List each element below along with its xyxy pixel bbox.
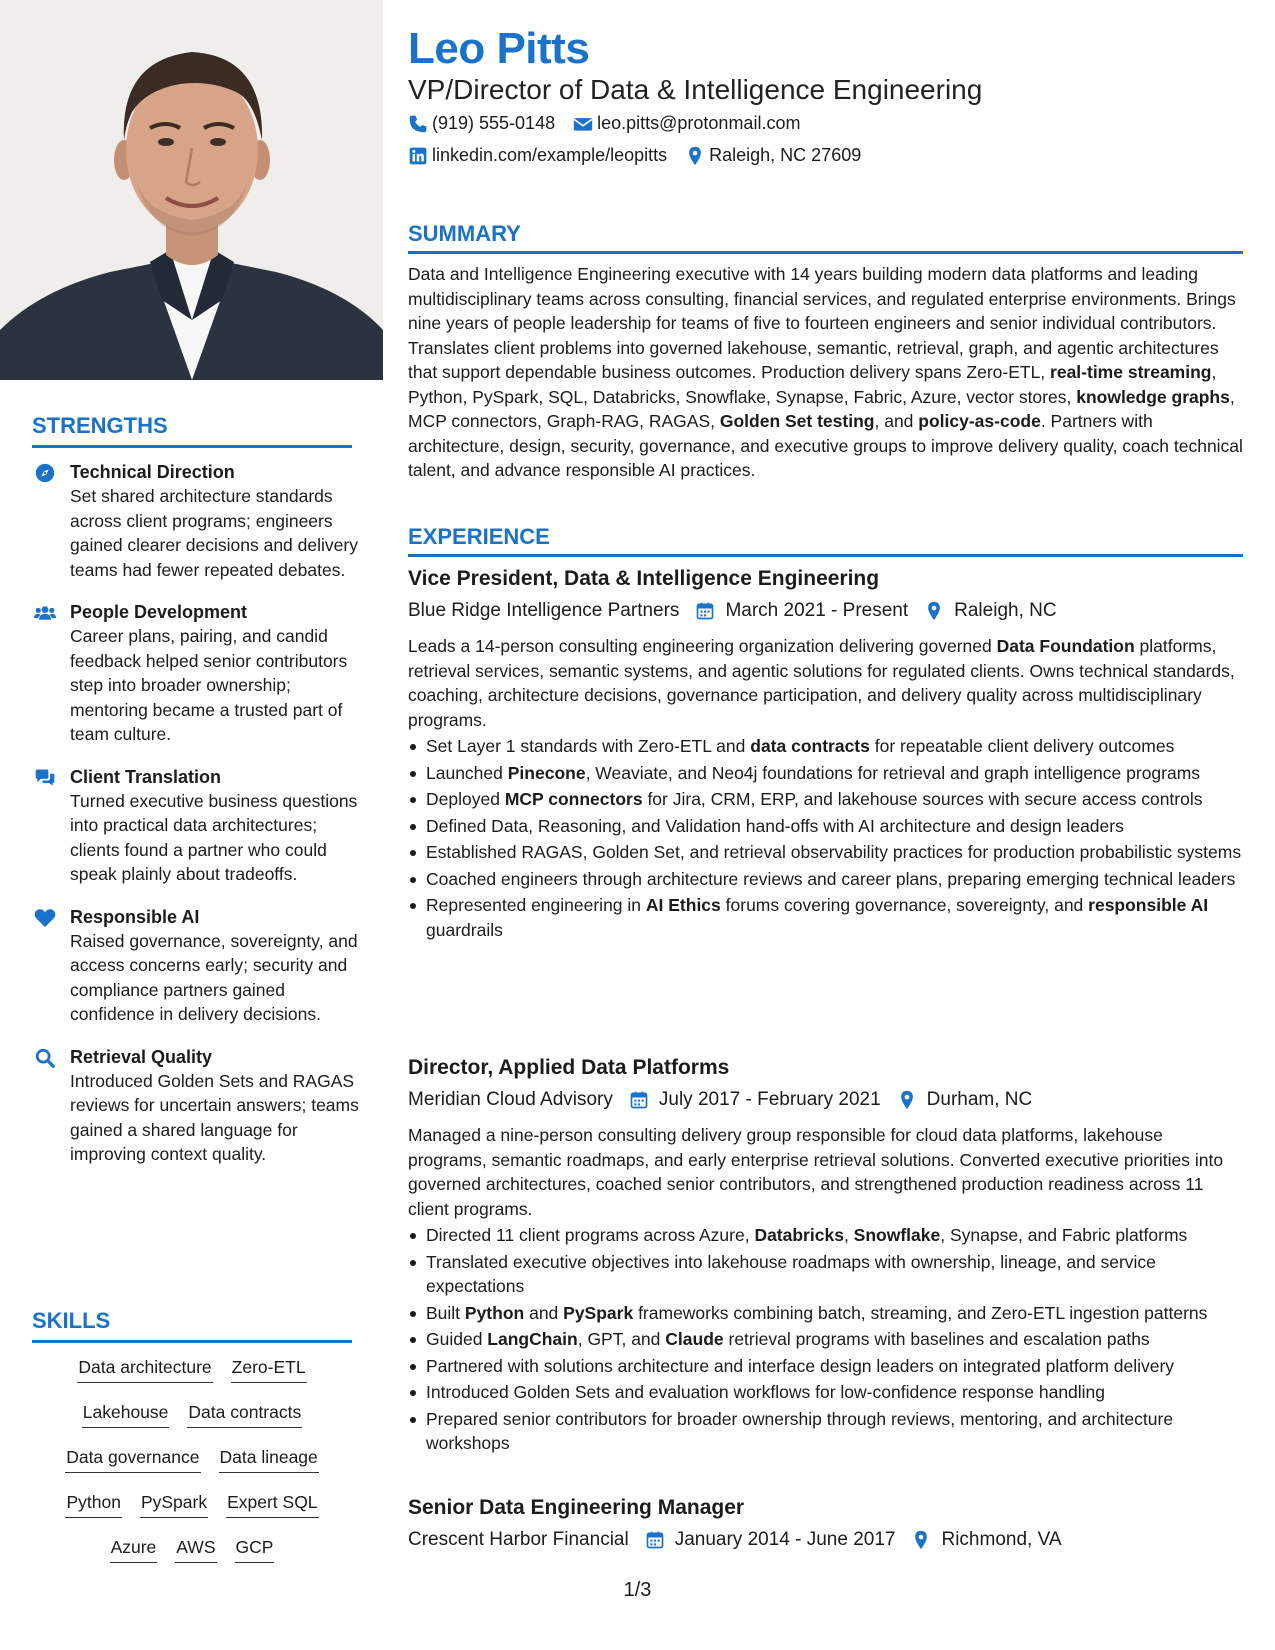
job-location: [922, 596, 1056, 626]
job-title: Vice President, Data & Intelligence Engineering: [408, 567, 880, 590]
strengths-heading: STRENGTHS: [32, 413, 352, 448]
strength-item: [32, 1045, 362, 1167]
bullet-item: [408, 761, 1243, 786]
contact-email: [573, 113, 800, 134]
bullet-text: Built: [426, 1302, 465, 1323]
job-company: [408, 1525, 629, 1555]
bullet-item: [408, 734, 1243, 759]
company-name: Meridian Cloud Advisory: [408, 1089, 613, 1110]
skill-tag: Python: [65, 1490, 121, 1518]
contact-row: [408, 145, 879, 166]
page-number: 1/3: [623, 1579, 652, 1601]
bullet-highlight: PySpark: [563, 1302, 634, 1323]
bullet-item: [408, 1407, 1243, 1456]
users-icon: [34, 602, 56, 624]
bullet-text: , Synapse, and Fabric platforms: [940, 1225, 1188, 1245]
strength-title: People Development: [70, 602, 248, 622]
bullet-text: and: [524, 1302, 564, 1323]
bullet-item: [408, 1250, 1243, 1299]
profile-photo: [0, 0, 383, 380]
bullet-highlight: Python: [464, 1302, 525, 1323]
bullet-highlight: Snowflake: [853, 1225, 941, 1245]
skill-tag: Data architecture: [77, 1355, 212, 1383]
linkedin-icon: [408, 146, 428, 166]
date-range: January 2014 - June 2017: [674, 1529, 896, 1550]
skill-tag: AWS: [175, 1535, 216, 1563]
phone-icon: [408, 114, 428, 134]
contact-row: [408, 113, 818, 134]
bullet-text: Guided: [426, 1329, 488, 1349]
experience-entry: [408, 1494, 1243, 1555]
skill-tag: Data lineage: [219, 1445, 319, 1473]
bullet-text: , Weaviate, and Neo4j foundations for retrieval and graph intelligence programs: [585, 762, 1201, 783]
job-location: [909, 1525, 1061, 1555]
map-pin-icon: [897, 1090, 917, 1110]
bullet-text: ,: [843, 1225, 854, 1245]
envelope-icon: [573, 114, 593, 134]
skills-row: [32, 1490, 352, 1535]
summary-part: , and: [874, 411, 919, 431]
strength-description: Introduced Golden Sets and RAGAS reviews for uncertain answers; teams gained a shared language for improving context quality.: [70, 1070, 359, 1164]
date-range: March 2021 - Present: [725, 600, 909, 621]
bullet-text: retrieval programs with baselines and escalation paths: [723, 1329, 1150, 1349]
job-title: Senior Data Engineering Manager: [408, 1496, 745, 1519]
company-name: Blue Ridge Intelligence Partners: [408, 600, 680, 621]
bullet-text: frameworks combining batch, streaming, and Zero-ETL ingestion patterns: [633, 1302, 1208, 1323]
heart-icon: [34, 907, 56, 929]
bullet-item: [408, 1223, 1243, 1248]
calendar-icon: [645, 1530, 665, 1550]
bullet-highlight: data contracts: [750, 736, 870, 756]
desc-part: platforms, retrieval services, semantic systems, and agentic solutions for regulated clients. Owns technical standards, coaching, architecture decisions, governance participation, and delivery quality across multidisciplinary programs.: [408, 636, 1235, 730]
strength-item: [32, 765, 362, 887]
summary-highlight: policy-as-code: [918, 411, 1041, 431]
bullet-text: Defined Data, Reasoning, and Validation hand-offs with AI architecture and design leaders: [426, 815, 1124, 836]
job-dates: [693, 596, 908, 626]
location-text: Durham, NC: [926, 1089, 1033, 1110]
contact-phone: [408, 113, 555, 134]
strength-item: [32, 905, 362, 1027]
strength-title: Technical Direction: [70, 462, 235, 482]
summary-highlight: knowledge graphs: [1076, 386, 1230, 407]
candidate-name: Leo Pitts: [408, 24, 590, 73]
search-icon: [34, 1047, 56, 1069]
bullet-highlight: Pinecone: [507, 762, 586, 783]
sidebar: [0, 0, 383, 1650]
bullet-item: [408, 893, 1243, 942]
bullet-highlight: Databricks: [754, 1225, 844, 1245]
location-text: Richmond, VA: [941, 1529, 1062, 1550]
experience-entry: [408, 1054, 1243, 1458]
bullet-item: [408, 1327, 1243, 1352]
summary-part: Data and Intelligence Engineering executive with 14 years building modern data platforms and leading multidisciplinary teams across consulting, financial services, and regulated enterprise environments. Brings nine years of people leadership for teams of five to fourteen engineers and senior individual contributors. Translates client problems into governed lakehouse, semantic, retrieval, graph, and agentic architectures that support dependable business outcomes. Production delivery spans Zero-ETL,: [408, 264, 1236, 382]
calendar-icon: [629, 1090, 649, 1110]
strength-item: [32, 600, 362, 747]
company-name: Crescent Harbor Financial: [408, 1529, 629, 1550]
bullet-text: , GPT, and: [577, 1329, 666, 1349]
bullet-item: [408, 840, 1243, 865]
summary-part: , MCP connectors, Graph-RAG, RAGAS,: [408, 386, 1235, 431]
bullet-item: [408, 1354, 1243, 1379]
bullet-text: guardrails: [426, 919, 503, 940]
skills-row: [32, 1355, 352, 1400]
skills-row: [32, 1400, 352, 1445]
summary-highlight: Golden Set testing: [719, 411, 875, 431]
bullet-text: Directed 11 client programs across Azure,: [426, 1225, 755, 1245]
summary-text: [408, 262, 1243, 483]
job-bullets: [408, 1223, 1243, 1456]
strength-title: Client Translation: [70, 766, 222, 787]
bullet-item: [408, 787, 1243, 812]
bullet-item: [408, 1301, 1243, 1326]
strengths-list: [32, 460, 362, 1185]
skill-tag: Data contracts: [187, 1400, 302, 1428]
strength-description: Career plans, pairing, and candid feedback helped senior contributors step into broader ownership; mentoring became a trusted part of team culture.: [70, 626, 348, 744]
bullet-text: for repeatable client delivery outcomes: [869, 736, 1175, 756]
experience-heading: EXPERIENCE: [408, 524, 1243, 557]
skills-row: [32, 1535, 352, 1580]
bullet-text: Set Layer 1 standards with Zero-ETL and: [426, 736, 751, 756]
job-company: [408, 1085, 613, 1115]
bullet-highlight: Claude: [665, 1329, 724, 1349]
location-text: Raleigh, NC 27609: [709, 145, 862, 165]
skill-tag: Lakehouse: [82, 1400, 170, 1428]
skill-tag: Data governance: [65, 1445, 200, 1473]
bullet-text: Partnered with solutions architecture and interface design leaders on integrated platform delivery: [426, 1355, 1175, 1376]
skills-list: [32, 1355, 352, 1580]
bullet-text: Established RAGAS, Golden Set, and retrieval observability practices for production probabilistic systems: [426, 842, 1242, 862]
strength-description: Set shared architecture standards across client programs; engineers gained clearer decisions and delivery teams had fewer repeated debates.: [70, 486, 358, 580]
desc-part: Leads a 14-person consulting engineering organization delivering governed: [408, 636, 997, 656]
bullet-text: Coached engineers through architecture reviews and career plans, preparing emerging technical leaders: [426, 868, 1236, 889]
map-pin-icon: [685, 146, 705, 166]
job-bullets: [408, 734, 1243, 942]
job-meta: [408, 1525, 1243, 1555]
job-description: [408, 634, 1243, 732]
bullet-item: [408, 1380, 1243, 1405]
skill-tag: GCP: [235, 1535, 275, 1563]
experience-entry: [408, 565, 1243, 944]
bullet-text: Prepared senior contributors for broader ownership through reviews, mentoring, and architecture workshops: [426, 1408, 1174, 1453]
summary-highlight: real-time streaming: [1050, 362, 1212, 382]
phone-number[interactable]: (919) 555-0148: [432, 113, 556, 133]
bullet-highlight: AI Ethics: [645, 895, 721, 915]
bullet-text: Represented engineering in: [426, 895, 646, 915]
linkedin-link[interactable]: linkedin.com/example/leopitts: [432, 145, 668, 165]
date-range: July 2017 - February 2021: [658, 1089, 881, 1110]
summary-part: . Partners with architecture, design, security, governance, and executive groups to improve delivery quality, coach technical talent, and advance responsible AI practices.: [408, 411, 1243, 480]
job-dates: [627, 1085, 881, 1115]
desc-part: Managed a nine-person consulting delivery group responsible for cloud data platforms, lakehouse programs, semantic roadmaps, and early enterprise retrieval solutions. Converted executive priorities into governed architectures, coached senior contributors, and strengthened production readiness across 11 client programs.: [408, 1125, 1224, 1219]
desc-highlight: Data Foundation: [996, 636, 1135, 656]
job-title: Director, Applied Data Platforms: [408, 1056, 730, 1079]
skill-tag: Expert SQL: [226, 1490, 318, 1518]
job-location: [895, 1085, 1033, 1115]
bullet-text: forums covering governance, sovereignty, and: [720, 895, 1089, 915]
comments-icon: [34, 767, 56, 789]
strength-item: [32, 460, 362, 582]
bullet-text: Deployed: [426, 789, 505, 809]
skill-tag: PySpark: [140, 1490, 208, 1518]
location-text: Raleigh, NC: [954, 600, 1057, 621]
calendar-icon: [695, 601, 715, 621]
skills-heading: SKILLS: [32, 1308, 352, 1343]
compass-icon: [34, 462, 56, 484]
skill-tag: Azure: [110, 1535, 158, 1563]
bullet-item: [408, 814, 1243, 839]
strength-description: Turned executive business questions into practical data architectures; clients found a partner who could speak plainly about tradeoffs.: [70, 790, 358, 884]
map-pin-icon: [911, 1530, 931, 1550]
job-description: [408, 1123, 1243, 1221]
bullet-text: Translated executive objectives into lakehouse roadmaps with ownership, lineage, and service expectations: [426, 1251, 1156, 1296]
email-link[interactable]: leo.pitts@protonmail.com: [597, 113, 801, 133]
job-company: [408, 596, 679, 626]
bullet-highlight: MCP connectors: [504, 789, 643, 809]
bullet-text: for Jira, CRM, ERP, and lakehouse sources with secure access controls: [642, 789, 1203, 809]
job-meta: [408, 596, 1243, 626]
job-meta: [408, 1085, 1243, 1115]
skill-tag: Zero-ETL: [231, 1355, 307, 1383]
strength-title: Responsible AI: [70, 906, 200, 927]
profile-photo-illustration: [0, 0, 383, 380]
strength-title: Retrieval Quality: [70, 1046, 213, 1067]
strength-description: Raised governance, sovereignty, and access concerns early; security and compliance partners gained confidence in delivery decisions.: [70, 930, 358, 1024]
bullet-highlight: LangChain: [487, 1329, 578, 1349]
map-pin-icon: [924, 601, 944, 621]
contact-location: [685, 145, 861, 166]
job-dates: [643, 1525, 896, 1555]
candidate-title: VP/Director of Data & Intelligence Engineering: [408, 74, 983, 105]
contact-linkedin: [408, 145, 667, 166]
summary-heading: SUMMARY: [408, 221, 1243, 254]
bullet-text: Introduced Golden Sets and evaluation workflows for low-confidence response handling: [426, 1382, 1106, 1402]
bullet-item: [408, 867, 1243, 892]
bullet-highlight: responsible AI: [1088, 895, 1209, 915]
bullet-text: Launched: [426, 762, 508, 783]
summary-part: , Python, PySpark, SQL, Databricks, Snowflake, Synapse, Fabric, Azure, vector stores,: [408, 362, 1217, 407]
skills-row: [32, 1445, 352, 1490]
